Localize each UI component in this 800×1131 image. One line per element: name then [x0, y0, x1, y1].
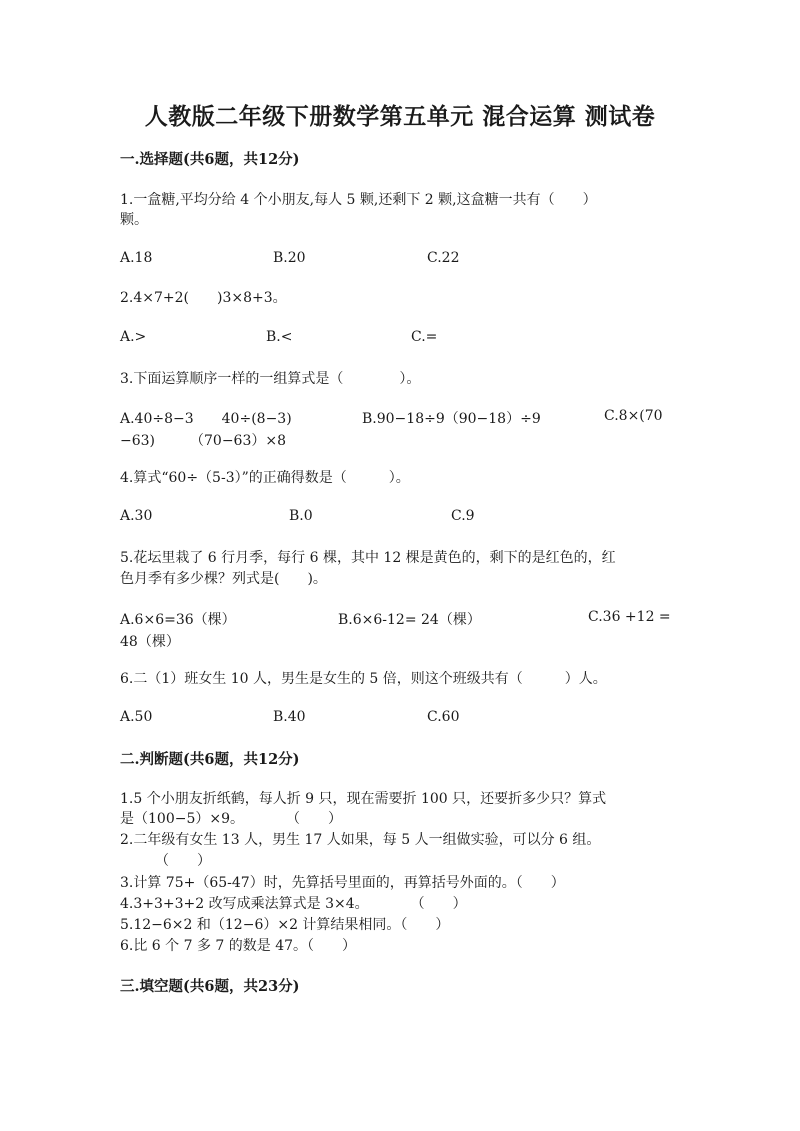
question-5-text-cont: 色月季有多少棵？列式是( )。 [120, 571, 327, 587]
judge-line: 是（100−5）×9。 （ ） [120, 811, 342, 827]
question-6-option-c: C.60 [427, 709, 460, 725]
question-3-options-cont: −63) （70−63）×8 [120, 433, 287, 449]
question-5-option-a: A.6×6=36（棵） [120, 612, 236, 628]
question-1-option-b: B.20 [273, 250, 306, 266]
question-2-option-a: A.> [120, 329, 147, 345]
judge-line: 1.5 个小朋友折纸鹤，每人折 9 只，现在需要折 100 只，还要折多少只？算式 [120, 791, 607, 807]
question-6-option-b: B.40 [273, 709, 306, 725]
page-title: 人教版二年级下册数学第五单元 混合运算 测试卷 [144, 103, 656, 130]
question-2-text: 2.4×7+2( )3×8+3。 [120, 290, 287, 306]
question-6-option-a: A.50 [120, 709, 153, 725]
section-heading-fill: 三.填空题(共6题，共23分) [120, 978, 300, 995]
section-heading-judge: 二.判断题(共6题，共12分) [120, 751, 300, 768]
question-5-text: 5.花坛里栽了 6 行月季，每行 6 棵，其中 12 棵是黄色的，剩下的是红色的，红 [120, 550, 616, 566]
question-5-options-cont: 48（棵） [120, 634, 180, 650]
question-1-option-c: C.22 [427, 250, 460, 266]
question-6-text: 6.二（1）班女生 10 人，男生是女生的 5 倍，则这个班级共有（ ）人。 [120, 671, 607, 687]
question-4-text: 4.算式“60÷（5-3）”的正确得数是（ ）。 [120, 470, 410, 486]
question-5-option-c: C.36 +12 = [588, 609, 671, 625]
question-4-option-c: C.9 [451, 508, 475, 524]
question-3-option-c: C.8×(70 [604, 408, 663, 424]
question-3-option-a: A.40÷8−3 40÷(8−3) [120, 411, 292, 427]
judge-line: 2.二年级有女生 13 人，男生 17 人如果，每 5 人一组做实验，可以分 6 组。 [120, 832, 601, 848]
judge-line: 5.12−6×2 和（12−6）×2 计算结果相同。（ ） [120, 917, 450, 933]
question-1-text: 1.一盒糖,平均分给 4 个小朋友,每人 5 颗,还剩下 2 颗,这盒糖一共有（ ） [120, 192, 597, 208]
question-3-option-b: B.90−18÷9（90−18）÷9 [362, 411, 541, 427]
question-5-option-b: B.6×6-12= 24（棵） [338, 612, 481, 628]
judge-line: 6.比 6 个 7 多 7 的数是 47。（ ） [120, 938, 357, 954]
judge-line: 3.计算 75+（65-47）时，先算括号里面的，再算括号外面的。（ ） [120, 875, 565, 891]
question-3-text: 3.下面运算顺序一样的一组算式是（ ）。 [120, 371, 421, 387]
question-2-option-b: B.< [266, 329, 293, 345]
section-heading-choice: 一.选择题(共6题，共12分) [120, 151, 300, 168]
question-1-option-a: A.18 [120, 250, 153, 266]
question-1-text-cont: 颗。 [120, 212, 148, 228]
judge-line: （ ） [120, 853, 211, 869]
question-4-option-b: B.0 [289, 508, 313, 524]
judge-line: 4.3+3+3+2 改写成乘法算式是 3×4。 （ ） [120, 896, 467, 912]
question-2-option-c: C.= [411, 329, 438, 345]
question-4-option-a: A.30 [120, 508, 153, 524]
